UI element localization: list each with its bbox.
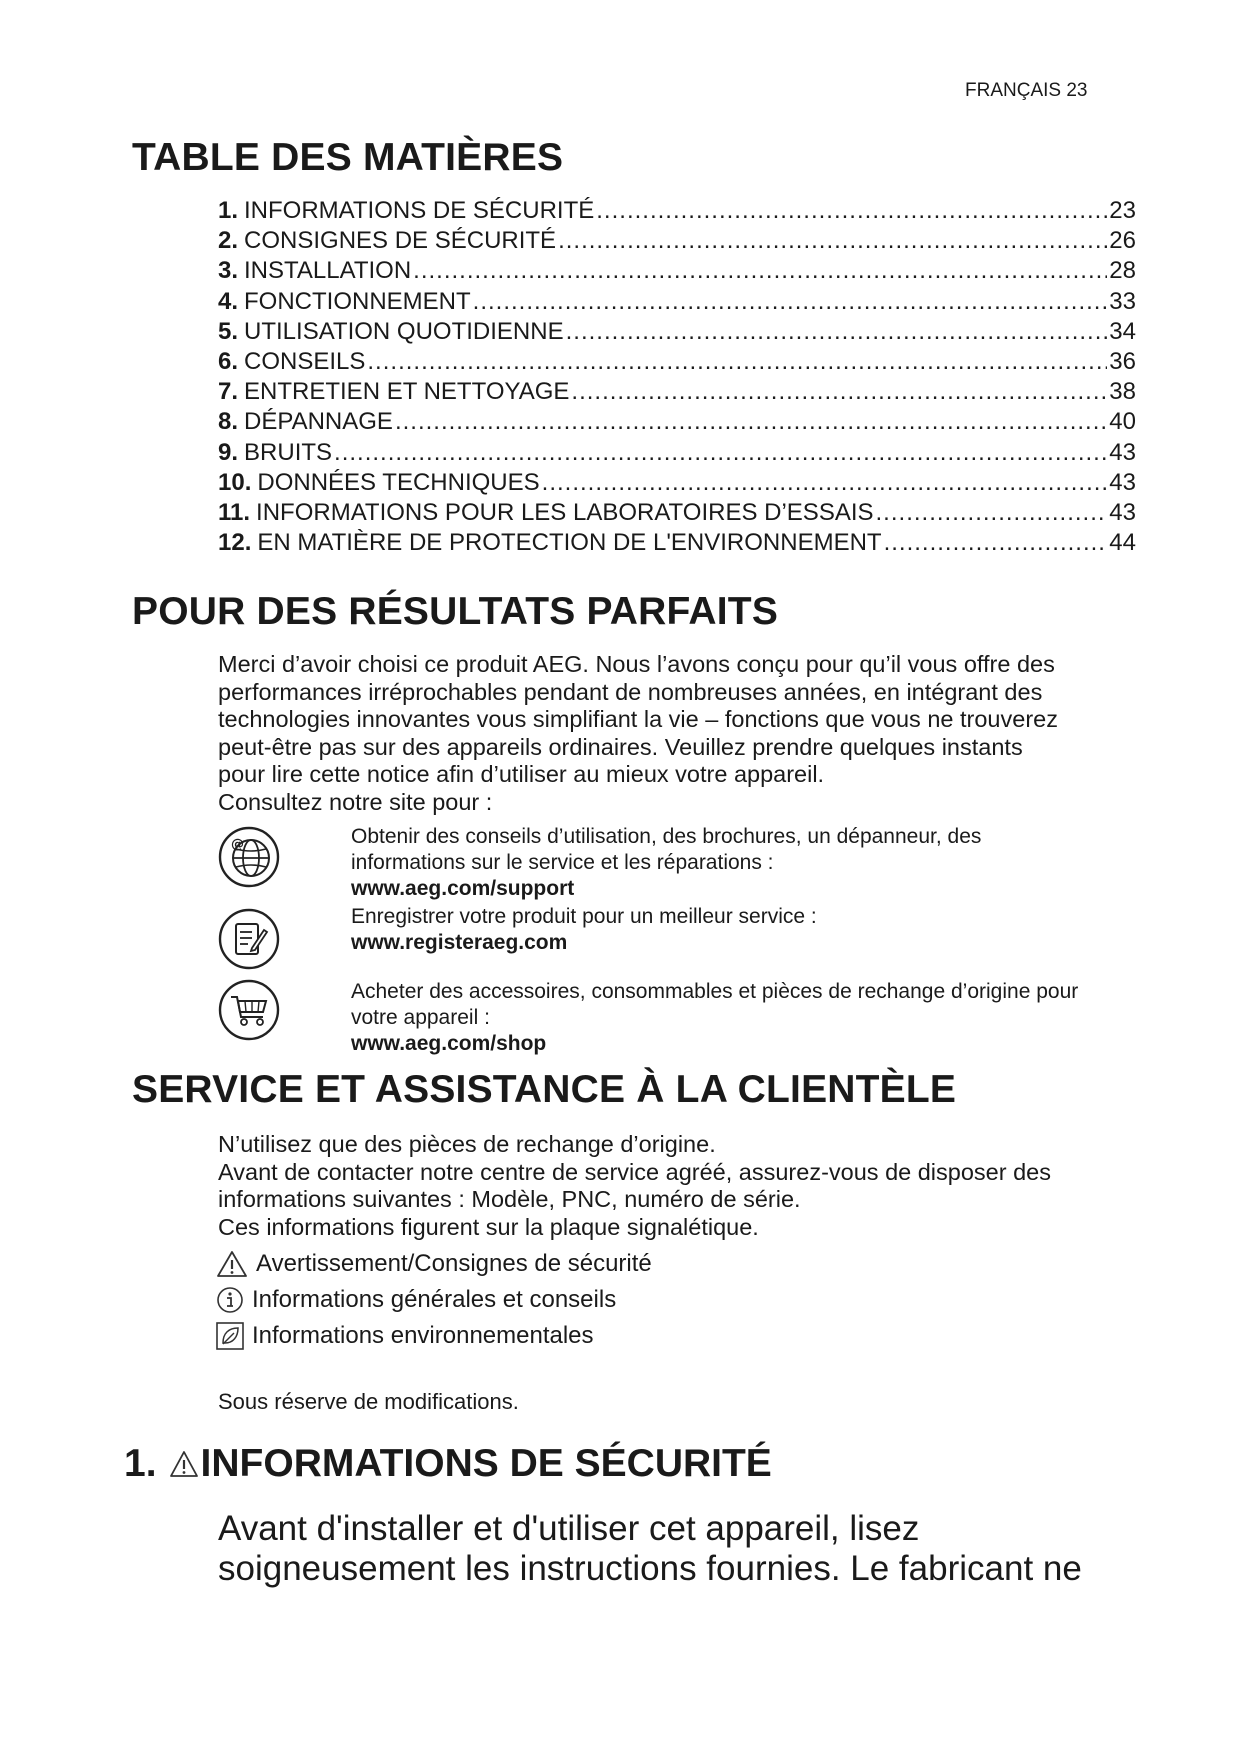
legend-info: Informations générales et conseils (216, 1286, 616, 1314)
safety-title: INFORMATIONS DE SÉCURITÉ (200, 1442, 772, 1485)
service-intro: N’utilisez que des pièces de rechange d’origine. Avant de contacter notre centre de service agréé, assurez-vous de disposer des informations suivantes : Modèle, PNC, numéro de série. Ces informations figurent sur la plaque signalétique. (218, 1131, 1051, 1240)
toc-item[interactable]: 3. INSTALLATION ..... 28 (218, 256, 1136, 286)
toc-item[interactable]: 2. CONSIGNES DE SÉCURITÉ ..... 26 (218, 226, 1136, 256)
results-intro: Merci d’avoir choisi ce produit AEG. Nous l’avons conçu pour qu’il vous offre des performances irréprochables pendant de nombreuses années, en intégrant des technologies innovantes vous simplifiant la vie – fonctions que vous ne trouverez peut-être pas sur des appareils ordinaires. Veuillez prendre quelques instants pour lire cette notice afin d’utiliser au mieux votre appareil. Consultez notre site pour : (218, 651, 1058, 815)
toc-item[interactable]: 11. INFORMATIONS POUR LES LABORATOIRES D’ESSAIS ..... 43 (218, 498, 1136, 528)
support-link[interactable]: www.aeg.com/support (351, 877, 575, 900)
toc-item[interactable]: 8. DÉPANNAGE ..... 40 (218, 407, 1136, 437)
legend-warning: Avertissement/Consignes de sécurité (216, 1250, 652, 1278)
toc-item[interactable]: 9. BRUITS ..... 43 (218, 438, 1136, 468)
globe-icon (218, 826, 280, 888)
toc-item[interactable]: 1. INFORMATIONS DE SÉCURITÉ ..... 23 (218, 196, 1136, 226)
warning-icon (216, 1250, 248, 1278)
section-number: 1. (124, 1442, 157, 1485)
toc-item[interactable]: 12. EN MATIÈRE DE PROTECTION DE L'ENVIRONNEMENT ..... 44 (218, 528, 1136, 558)
safety-intro: Avant d'installer et d'utiliser cet appareil, lisez soigneusement les instructions fournies. Le fabricant ne (218, 1509, 1082, 1588)
service-title: SERVICE ET ASSISTANCE À LA CLIENTÈLE (132, 1068, 957, 1111)
results-title: POUR DES RÉSULTATS PARFAITS (132, 590, 779, 633)
toc-item[interactable]: 10. DONNÉES TECHNIQUES ..... 43 (218, 468, 1136, 498)
warning-icon (169, 1450, 199, 1478)
info-icon (216, 1286, 244, 1314)
toc-title: TABLE DES MATIÈRES (132, 136, 564, 179)
toc-item[interactable]: 5. UTILISATION QUOTIDIENNE ..... 34 (218, 317, 1136, 347)
safety-heading (124, 1442, 772, 1486)
svg-text:@: @ (231, 837, 244, 852)
register-link[interactable]: www.registeraeg.com (351, 931, 568, 954)
table-of-contents (218, 196, 1136, 558)
shop-link[interactable]: www.aeg.com/shop (351, 1032, 547, 1055)
leaf-icon (216, 1322, 244, 1350)
toc-item[interactable]: 7. ENTRETIEN ET NETTOYAGE ..... 38 (218, 377, 1136, 407)
toc-item[interactable]: 6. CONSEILS ..... 36 (218, 347, 1136, 377)
legend-environment: Informations environnementales (216, 1322, 594, 1350)
modification-note: Sous réserve de modifications. (218, 1389, 519, 1414)
shopping-cart-icon (218, 979, 280, 1041)
page-header: FRANÇAIS 23 (965, 80, 1088, 101)
register-icon (218, 908, 280, 970)
toc-item[interactable]: 4. FONCTIONNEMENT ..... 33 (218, 287, 1136, 317)
